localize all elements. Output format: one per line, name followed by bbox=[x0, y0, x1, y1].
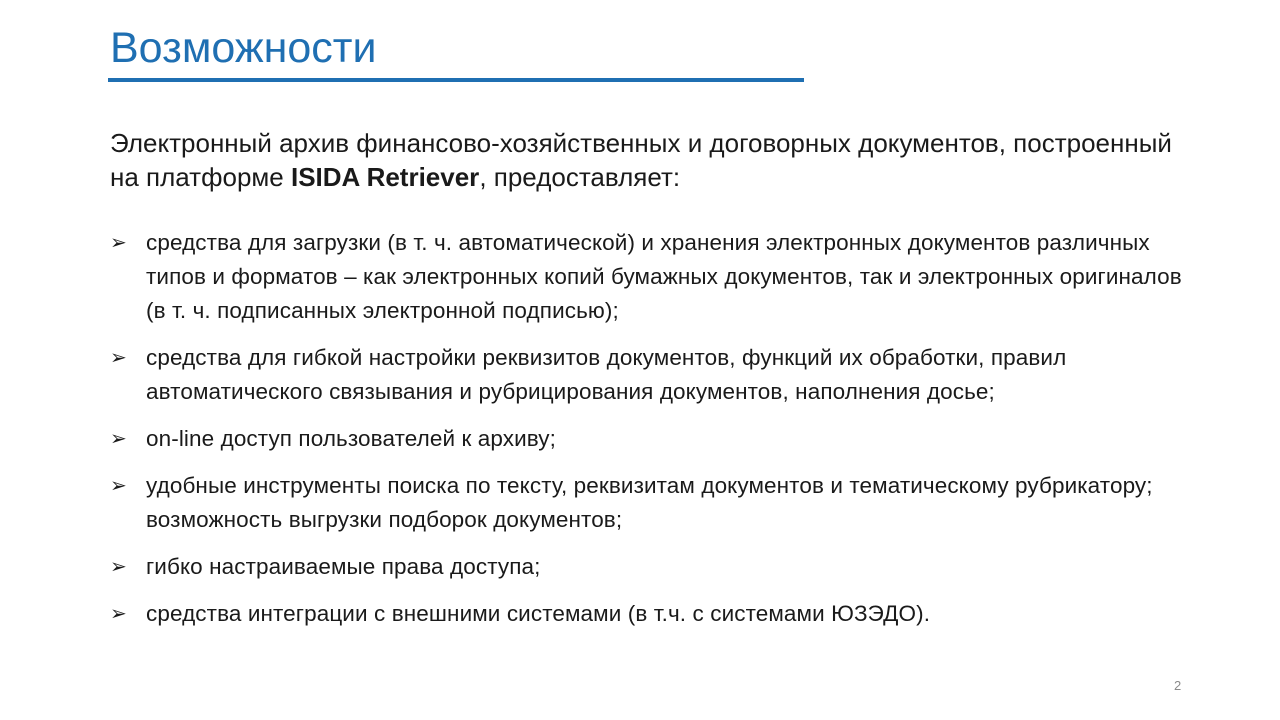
feature-item bbox=[110, 422, 1200, 456]
feature-item bbox=[110, 469, 1200, 537]
feature-text: средства для гибкой настройки реквизитов документов, функций их обработки, правил автоматического связывания и рубрицирования документов, наполнения досье; bbox=[146, 345, 1067, 404]
arrow-bullet-icon: ➢ bbox=[110, 603, 127, 625]
feature-item bbox=[110, 341, 1200, 409]
title-underline bbox=[108, 78, 804, 82]
arrow-bullet-icon: ➢ bbox=[110, 428, 127, 450]
arrow-bullet-icon: ➢ bbox=[110, 232, 127, 254]
intro-paragraph bbox=[110, 126, 1190, 194]
feature-text: средства интеграции с внешними системами (в т.ч. с системами ЮЗЭДО). bbox=[146, 601, 931, 626]
page-number: 2 bbox=[1174, 678, 1182, 693]
feature-text: средства для загрузки (в т. ч. автоматической) и хранения электронных документов различных типов и форматов – как электронных копий бумажных документов, так и электронных оригиналов (в т. ч. подписанных электронной подписью); bbox=[146, 230, 1182, 323]
slide-title: Возможности bbox=[110, 24, 377, 72]
arrow-bullet-icon: ➢ bbox=[110, 347, 127, 369]
intro-text-start: Электронный архив финансово-хозяйственных и договорных документов, построенный на платформе bbox=[110, 128, 1172, 192]
feature-item bbox=[110, 226, 1200, 328]
feature-text: гибко настраиваемые права доступа; bbox=[146, 554, 541, 579]
feature-text: удобные инструменты поиска по тексту, реквизитам документов и тематическому рубрикатору; возможность выгрузки подборок документов; bbox=[146, 473, 1153, 532]
intro-product-name: ISIDA Retriever bbox=[290, 162, 480, 192]
arrow-bullet-icon: ➢ bbox=[110, 475, 127, 497]
arrow-bullet-icon: ➢ bbox=[110, 556, 127, 578]
feature-item bbox=[110, 597, 1200, 631]
intro-text-end: , предоставляет: bbox=[479, 162, 681, 192]
feature-item bbox=[110, 550, 1200, 584]
feature-text: on-line доступ пользователей к архиву; bbox=[146, 426, 557, 451]
features-list bbox=[110, 226, 1200, 644]
